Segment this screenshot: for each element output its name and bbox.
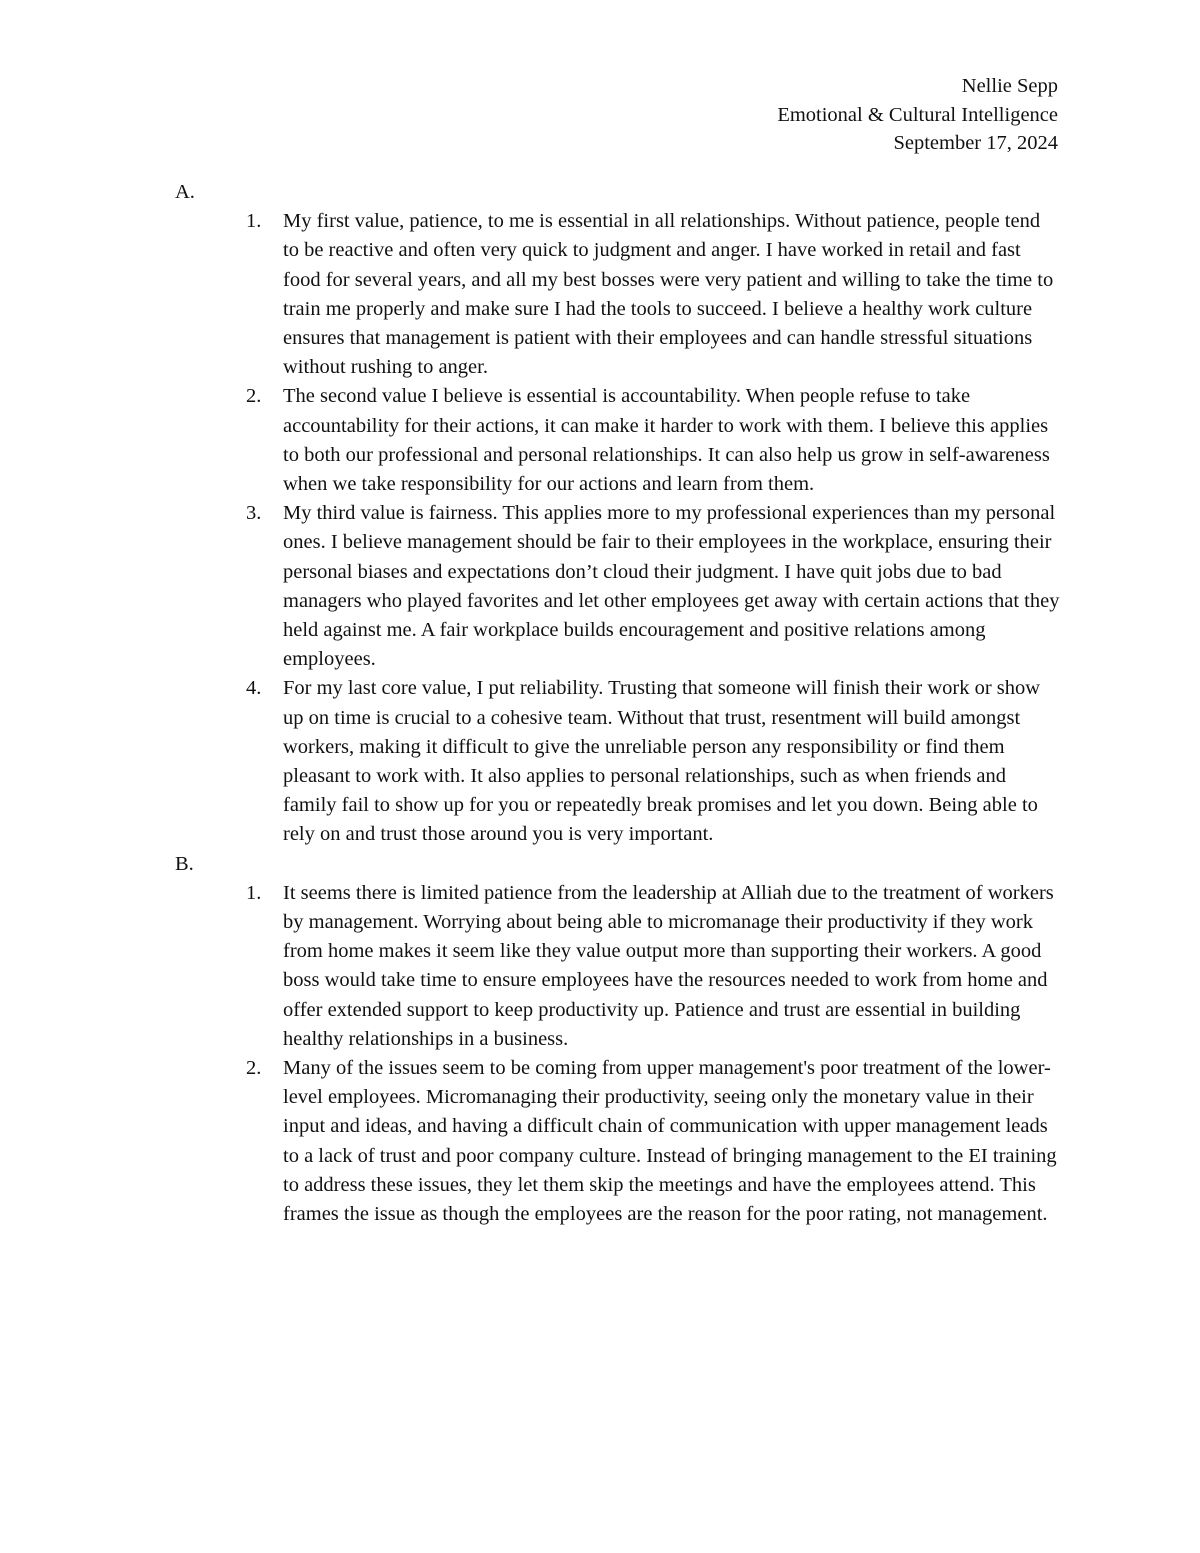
- list-item-number: 2.: [246, 385, 262, 408]
- list-item-text: My third value is fairness. This applies more to my professional experiences than my personal ones. I believe management should be fair to their employees in the workplace, ensuring their personal biases and expectations don’t cloud their judgment. I have quit jobs due to bad managers who played favorites and let other employees get away with certain actions that they held against me. A fair workplace builds encouragement and positive relations among employees.: [283, 502, 1060, 671]
- section-a: [175, 178, 1060, 850]
- list-item-number: 1.: [246, 881, 262, 904]
- list-item: [175, 499, 1060, 674]
- list-item-number: 4.: [246, 677, 262, 700]
- list-item-text: It seems there is limited patience from the leadership at Alliah due to the treatment of workers by management. Worrying about being able to micromanage their productivity if they work from home makes it seem like they value output more than supporting their workers. A good boss would take time to ensure employees have the resources needed to work from home and offer extended support to keep productivity up. Patience and trust are essential in building healthy relationships in a business.: [283, 881, 1054, 1050]
- list-item-number: 3.: [246, 502, 262, 525]
- document-header: [777, 72, 1058, 158]
- course-title: Emotional & Cultural Intelligence: [777, 103, 1058, 126]
- author-name: Nellie Sepp: [961, 75, 1058, 97]
- list-item: [175, 207, 1060, 382]
- list-item-number: 2.: [246, 1057, 262, 1080]
- section-label: A.: [175, 181, 195, 203]
- list-item: [175, 879, 1060, 1054]
- list-item-number: 1.: [246, 210, 262, 233]
- document-date: September 17, 2024: [893, 132, 1058, 155]
- section-label: B.: [175, 852, 194, 875]
- list-item-text: Many of the issues seem to be coming from upper management's poor treatment of the lower-level employees. Micromanaging their productivity, seeing only the monetary value in their input and ideas, and having a difficult chain of communication with upper management leads to a lack of trust and poor company culture. Instead of bringing management to the EI training to address these issues, they let them skip the meetings and have the employees attend. This frames the issue as though the employees are the reason for the poor rating, not management.: [283, 1057, 1057, 1226]
- document-body: [175, 178, 1060, 1229]
- list-item: [175, 382, 1060, 499]
- list-item: [175, 674, 1060, 849]
- list-item-text: For my last core value, I put reliability. Trusting that someone will finish their work or show up on time is crucial to a cohesive team. Without that trust, resentment will build amongst workers, making it difficult to give the unreliable person any responsibility or find them pleasant to work with. It also applies to personal relationships, such as when friends and family fail to show up for you or repeatedly break promises and let you down. Being able to rely on and trust those around you is very important.: [283, 677, 1041, 846]
- section-b: [175, 850, 1060, 1230]
- list-item-text: My first value, patience, to me is essential in all relationships. Without patience, people tend to be reactive and often very quick to judgment and anger. I have worked in retail and fast food for several years, and all my best bosses were very patient and willing to take the time to train me properly and make sure I had the tools to succeed. I believe a healthy work culture ensures that management is patient with their employees and can handle stressful situations without rushing to anger.: [283, 210, 1054, 379]
- list-item-text: The second value I believe is essential is accountability. When people refuse to take accountability for their actions, it can make it harder to work with them. I believe this applies to both our professional and personal relationships. It can also help us grow in self-awareness when we take responsibility for our actions and learn from them.: [283, 385, 1050, 496]
- list-item: [175, 1054, 1060, 1229]
